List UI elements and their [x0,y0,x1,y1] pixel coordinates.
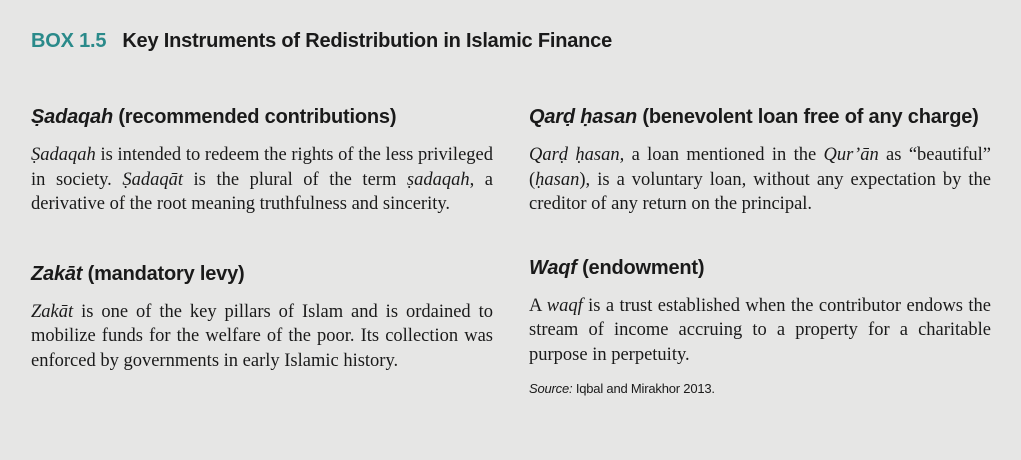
source-label: Source: [529,381,573,396]
source-text: Iqbal and Mirakhor 2013. [572,381,715,396]
section-body [529,294,991,368]
heading-term: Ṣadaqah [31,106,113,128]
section-body [529,143,991,217]
section-body [31,143,493,217]
box-label: BOX 1.5 [31,30,107,52]
body-term: Ṣadaqāt [122,169,183,190]
body-text: is a trust established when the contributor endows the stream of income accruing to a property for a charitable purpose in perpetuity. [529,295,992,365]
section-zakat [31,261,493,374]
source-note [529,381,991,396]
body-term: ḥasan [535,169,580,190]
body-term: Ṣadaqah [31,145,96,165]
right-column [529,104,991,396]
body-term: ṣadaqah [406,169,470,190]
section-heading [529,104,991,131]
body-text: is intended to redeem the rights of the less privileged in society. [31,145,493,190]
section-body [31,300,493,374]
box-header [31,30,612,53]
heading-subtitle: (mandatory levy) [87,262,245,285]
left-column [31,104,493,373]
section-heading [529,255,991,282]
section-waqf [529,255,991,368]
body-term: Qur’ān [823,145,879,165]
section-qard-hasan [529,104,991,217]
heading-subtitle: (recommended contributions) [118,106,397,128]
body-text: , a derivative of the root meaning truthfulness and sincerity. [31,169,494,214]
body-text: a loan mentioned in the [624,145,824,165]
body-text: is one of the key pillars of Islam and is ordained to mobilize funds for the welfare of the poor. Its collection was enforced by governments in early Islamic history. [31,301,493,371]
body-text: is the plural of the term [182,169,407,190]
body-term: waqf [546,295,583,316]
section-heading [31,104,493,131]
body-term: Zakāt [31,301,74,322]
section-sadaqah [31,104,493,217]
heading-subtitle: (benevolent loan free of any charge) [642,106,979,128]
heading-term: Zakāt [31,262,83,285]
body-text: A [529,295,547,316]
box-title: Key Instruments of Redistribution in Islamic Finance [122,30,613,52]
section-heading [31,261,493,288]
heading-subtitle: (endowment) [582,256,705,279]
heading-term: Qarḍ ḥasan [529,106,638,128]
body-text: as “beautiful” ( [529,145,991,190]
body-term: Qarḍ ḥasan, [529,145,625,165]
heading-term: Waqf [529,256,577,279]
body-text: ), is a voluntary loan, without any expectation by the creditor of any return on the principal. [529,169,991,214]
